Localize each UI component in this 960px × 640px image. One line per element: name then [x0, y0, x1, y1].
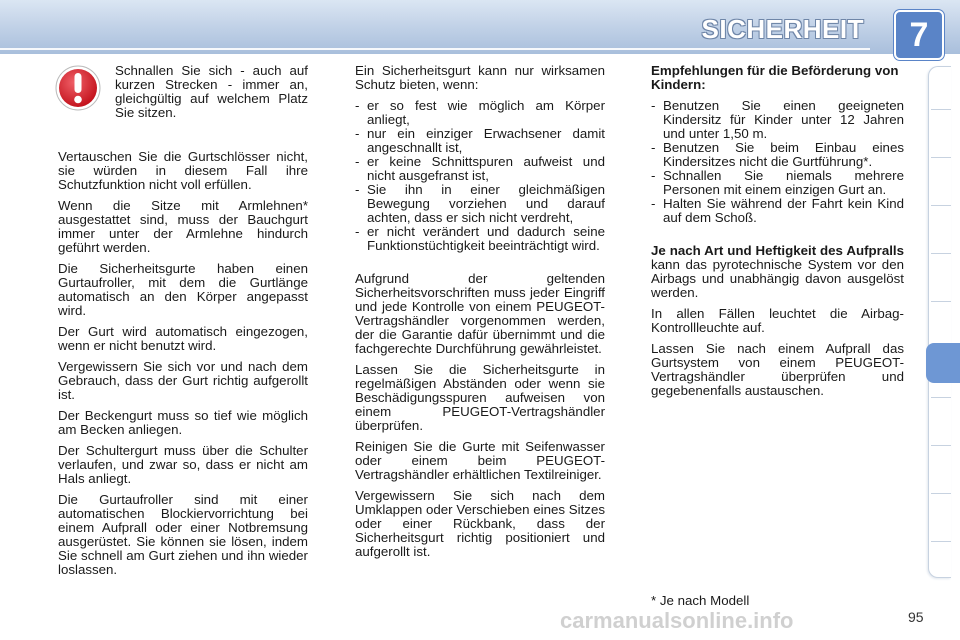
paragraph: Der Beckengurt muss so tief wie möglich am Becken anliegen.	[58, 408, 308, 437]
warning-text	[115, 64, 308, 120]
conditions-list	[355, 99, 605, 253]
warning-paragraph: Schnallen Sie sich - auch auf kurzen Strecken - immer an, gleichgültig auf welchem Platz Sie sitzen.	[115, 63, 308, 120]
column-right	[651, 64, 904, 405]
column-middle	[355, 64, 605, 566]
tab-divider	[931, 205, 951, 206]
paragraph: Aufgrund der geltenden Sicherheitsvorschriften muss jeder Eingriff und jede Kontrolle von einem PEUGEOT-Vertragshändler vorgenommen werden, der die Garantie dafür übernimmt und die fachgerechte Durchführung gewährleistet.	[355, 271, 605, 356]
list-item: - Benutzen Sie beim Einbau eines Kindersitzes nicht die Gurtführung*.	[651, 141, 904, 169]
paragraph: Der Gurt wird automatisch eingezogen, wenn er nicht benutzt wird.	[58, 324, 308, 353]
chapter-number-badge: 7	[894, 10, 944, 60]
paragraph: Die Gurtaufroller sind mit einer automatischen Blockiervorrichtung bei einem Aufprall oder einer Notbremsung ausgerüstet. Sie können sie lösen, indem Sie schnell am Gurt ziehen und ihn wieder loslassen.	[58, 492, 308, 577]
column-left	[58, 150, 308, 584]
recommendations-list	[651, 99, 904, 225]
paragraph: Vergewissern Sie sich nach dem Umklappen oder Verschieben eines Sitzes oder einer Rückbank, dass der Sicherheitsgurt richtig positioniert und aufgerollt ist.	[355, 488, 605, 559]
list-item: - nur ein einziger Erwachsener damit angeschnallt ist,	[355, 127, 605, 155]
tab-divider	[931, 301, 951, 302]
list-item: - Sie ihn in einer gleichmäßigen Bewegung vorziehen und darauf achten, dass er sich nicht verdreht,	[355, 183, 605, 225]
section-title: SICHERHEIT	[701, 14, 864, 44]
paragraph: Die Sicherheitsgurte haben einen Gurtaufroller, mit dem die Gurtlänge automatisch an den Körper angepasst wird.	[58, 261, 308, 318]
paragraph: In allen Fällen leuchtet die Airbag-Kontrollleuchte auf.	[651, 306, 904, 335]
tab-divider	[931, 253, 951, 254]
exclamation-icon	[54, 64, 102, 112]
intro-paragraph: Ein Sicherheitsgurt kann nur wirksamen Schutz bieten, wenn:	[355, 63, 605, 92]
list-item: - Halten Sie während der Fahrt kein Kind auf dem Schoß.	[651, 197, 904, 225]
section-heading: Empfehlungen für die Beförderung von Kindern:	[651, 63, 899, 92]
list-item: - er so fest wie möglich am Körper anliegt,	[355, 99, 605, 127]
airbag-text: kann das pyrotechnische System vor den Airbags und unabhängig davon ausgelöst werden.	[651, 257, 904, 300]
tab-divider	[931, 397, 951, 398]
airbag-bold-lead: Je nach Art und Heftigkeit des Aufpralls	[651, 243, 904, 258]
tab-divider	[931, 493, 951, 494]
paragraph: Lassen Sie die Sicherheitsgurte in regelmäßigen Abständen oder wenn sie Beschädigungsspuren aufweisen von einem PEUGEOT-Vertragshändler überprüfen.	[355, 362, 605, 433]
header-divider	[0, 48, 870, 50]
tab-divider	[931, 157, 951, 158]
tab-divider	[931, 541, 951, 542]
list-item: - er nicht verändert und dadurch seine Funktionstüchtigkeit beeinträchtigt wird.	[355, 225, 605, 253]
paragraph: Vertauschen Sie die Gurtschlösser nicht, sie würden in diesem Fall ihre Schutzfunktion nicht voll erfüllen.	[58, 149, 308, 192]
paragraph: Der Schultergurt muss über die Schulter verlaufen, und zwar so, dass er nicht am Hals anliegt.	[58, 443, 308, 486]
page-number: 95	[908, 609, 924, 625]
paragraph: Vergewissern Sie sich vor und nach dem Gebrauch, dass der Gurt richtig aufgerollt ist.	[58, 359, 308, 402]
page-header	[0, 0, 960, 54]
paragraph: Wenn die Sitze mit Armlehnen* ausgestattet sind, muss der Bauchgurt immer unter der Armlehne hindurch geführt werden.	[58, 198, 308, 255]
paragraph: Lassen Sie nach einem Aufprall das Gurtsystem von einem PEUGEOT-Vertragshändler überprüfen und gegebenenfalls austauschen.	[651, 341, 904, 398]
chapter-tab-active[interactable]	[926, 343, 960, 383]
list-item: - er keine Schnittspuren aufweist und nicht ausgefranst ist,	[355, 155, 605, 183]
paragraph: Reinigen Sie die Gurte mit Seifenwasser oder einem beim PEUGEOT-Vertragshändler erhältlichen Textilreiniger.	[355, 439, 605, 482]
airbag-paragraph	[651, 244, 904, 300]
footnote: * Je nach Modell	[651, 593, 750, 608]
tab-divider	[931, 109, 951, 110]
chapter-tab-strip[interactable]	[928, 66, 951, 578]
watermark: carmanualsonline.info	[560, 608, 794, 633]
list-item: - Benutzen Sie einen geeigneten Kindersitz für Kinder unter 12 Jahren und unter 1,50 m.	[651, 99, 904, 141]
list-item: - Schnallen Sie niemals mehrere Personen mit einem einzigen Gurt an.	[651, 169, 904, 197]
tab-divider	[931, 445, 951, 446]
